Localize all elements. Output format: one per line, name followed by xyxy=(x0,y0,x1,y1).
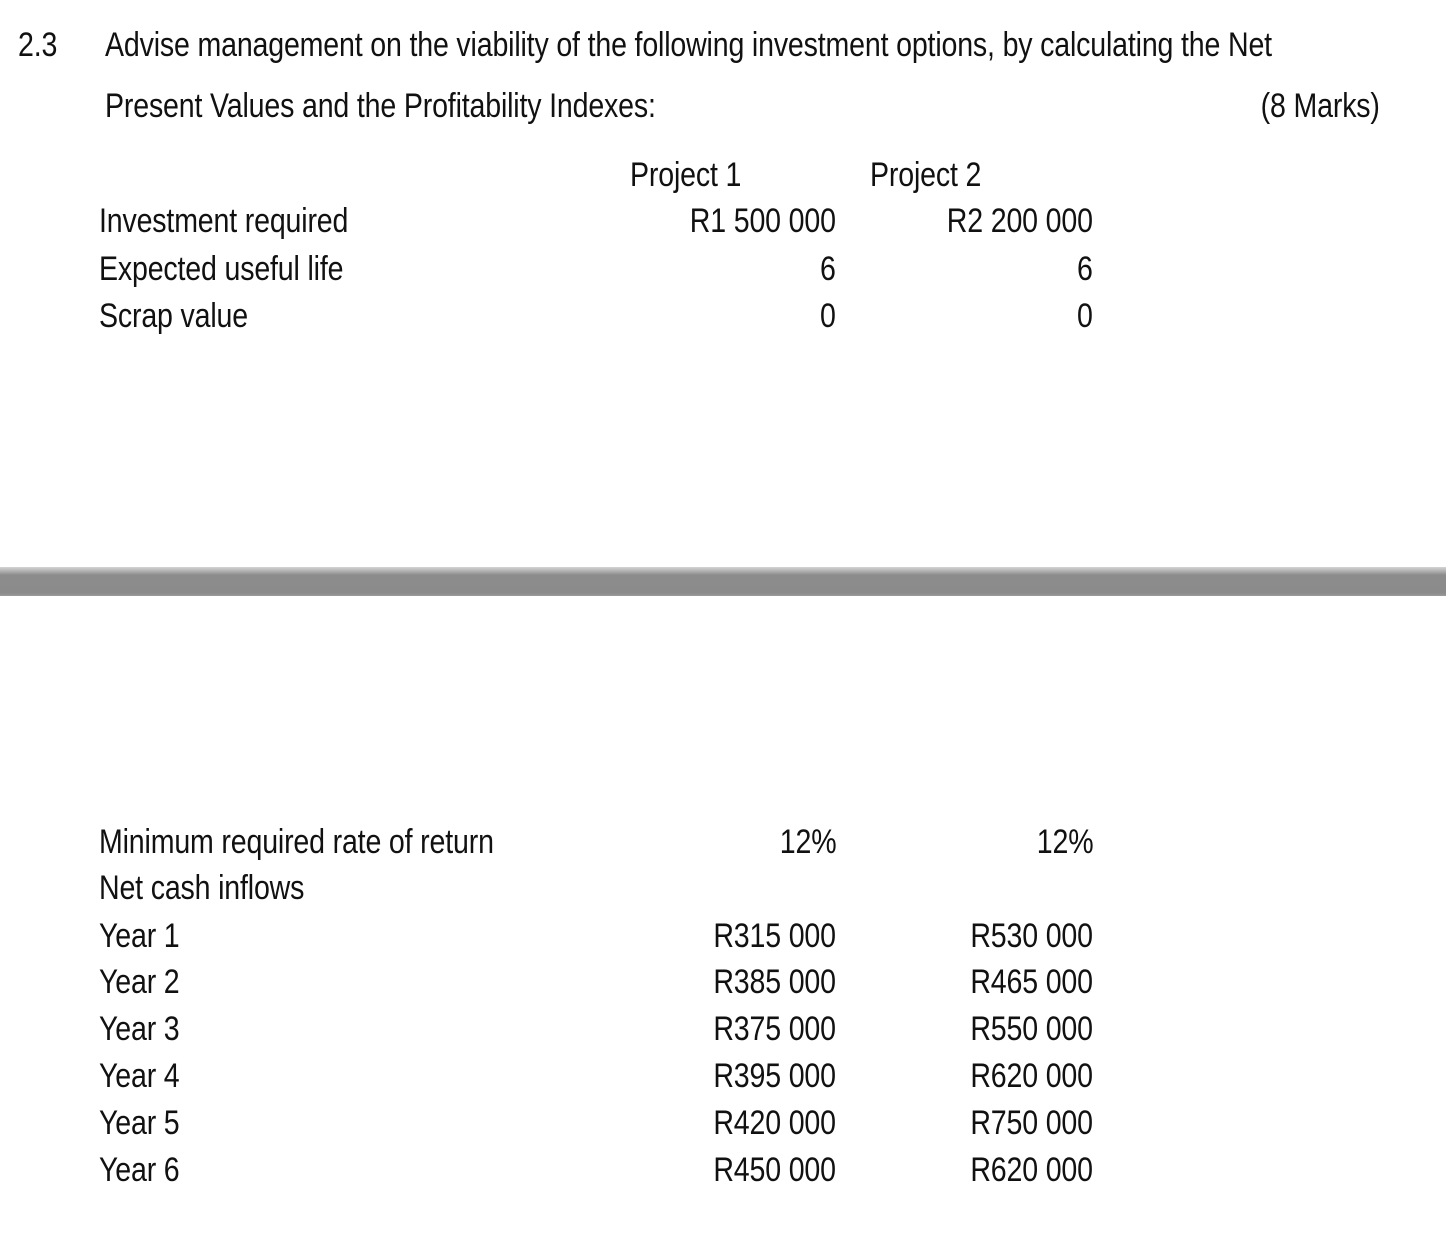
year-label: Year 1 xyxy=(99,917,180,955)
year-label: Year 2 xyxy=(99,963,180,1001)
project-1-inflow: R450 000 xyxy=(713,1151,836,1189)
year-label: Year 4 xyxy=(99,1057,180,1095)
question-marks: (8 Marks) xyxy=(1260,87,1380,125)
year-label: Year 6 xyxy=(99,1151,180,1189)
project-2-value: 0 xyxy=(1077,297,1093,335)
project-1-inflow: R375 000 xyxy=(713,1010,836,1048)
project-2-inflow: R550 000 xyxy=(970,1010,1093,1048)
project-2-value: R2 200 000 xyxy=(946,202,1093,240)
project-2-value: 6 xyxy=(1077,250,1093,288)
divider-bar xyxy=(0,567,1446,596)
project-1-value: 6 xyxy=(820,250,836,288)
project-2-rate: 12% xyxy=(1036,823,1093,861)
row-label: Expected useful life xyxy=(99,250,344,288)
project-1-inflow: R385 000 xyxy=(713,963,836,1001)
year-label: Year 3 xyxy=(99,1010,180,1048)
project-1-inflow: R420 000 xyxy=(713,1104,836,1142)
row-label: Investment required xyxy=(99,202,349,240)
project-2-inflow: R465 000 xyxy=(970,963,1093,1001)
question-number: 2.3 xyxy=(18,26,58,64)
project-1-value: 0 xyxy=(820,297,836,335)
rate-label: Minimum required rate of return xyxy=(99,823,494,861)
question-text-line2: Present Values and the Profitability Indexes: xyxy=(105,87,656,125)
question-text-line1: Advise management on the viability of the following investment options, by calculating the Net xyxy=(105,26,1272,64)
header-project-2: Project 2 xyxy=(870,156,982,194)
net-cash-inflows-label: Net cash inflows xyxy=(99,869,305,907)
year-label: Year 5 xyxy=(99,1104,180,1142)
row-label: Scrap value xyxy=(99,297,248,335)
project-1-inflow: R395 000 xyxy=(713,1057,836,1095)
header-project-1: Project 1 xyxy=(630,156,742,194)
project-1-rate: 12% xyxy=(779,823,836,861)
project-1-value: R1 500 000 xyxy=(689,202,836,240)
project-1-inflow: R315 000 xyxy=(713,917,836,955)
project-2-inflow: R750 000 xyxy=(970,1104,1093,1142)
project-2-inflow: R530 000 xyxy=(970,917,1093,955)
project-2-inflow: R620 000 xyxy=(970,1151,1093,1189)
project-2-inflow: R620 000 xyxy=(970,1057,1093,1095)
